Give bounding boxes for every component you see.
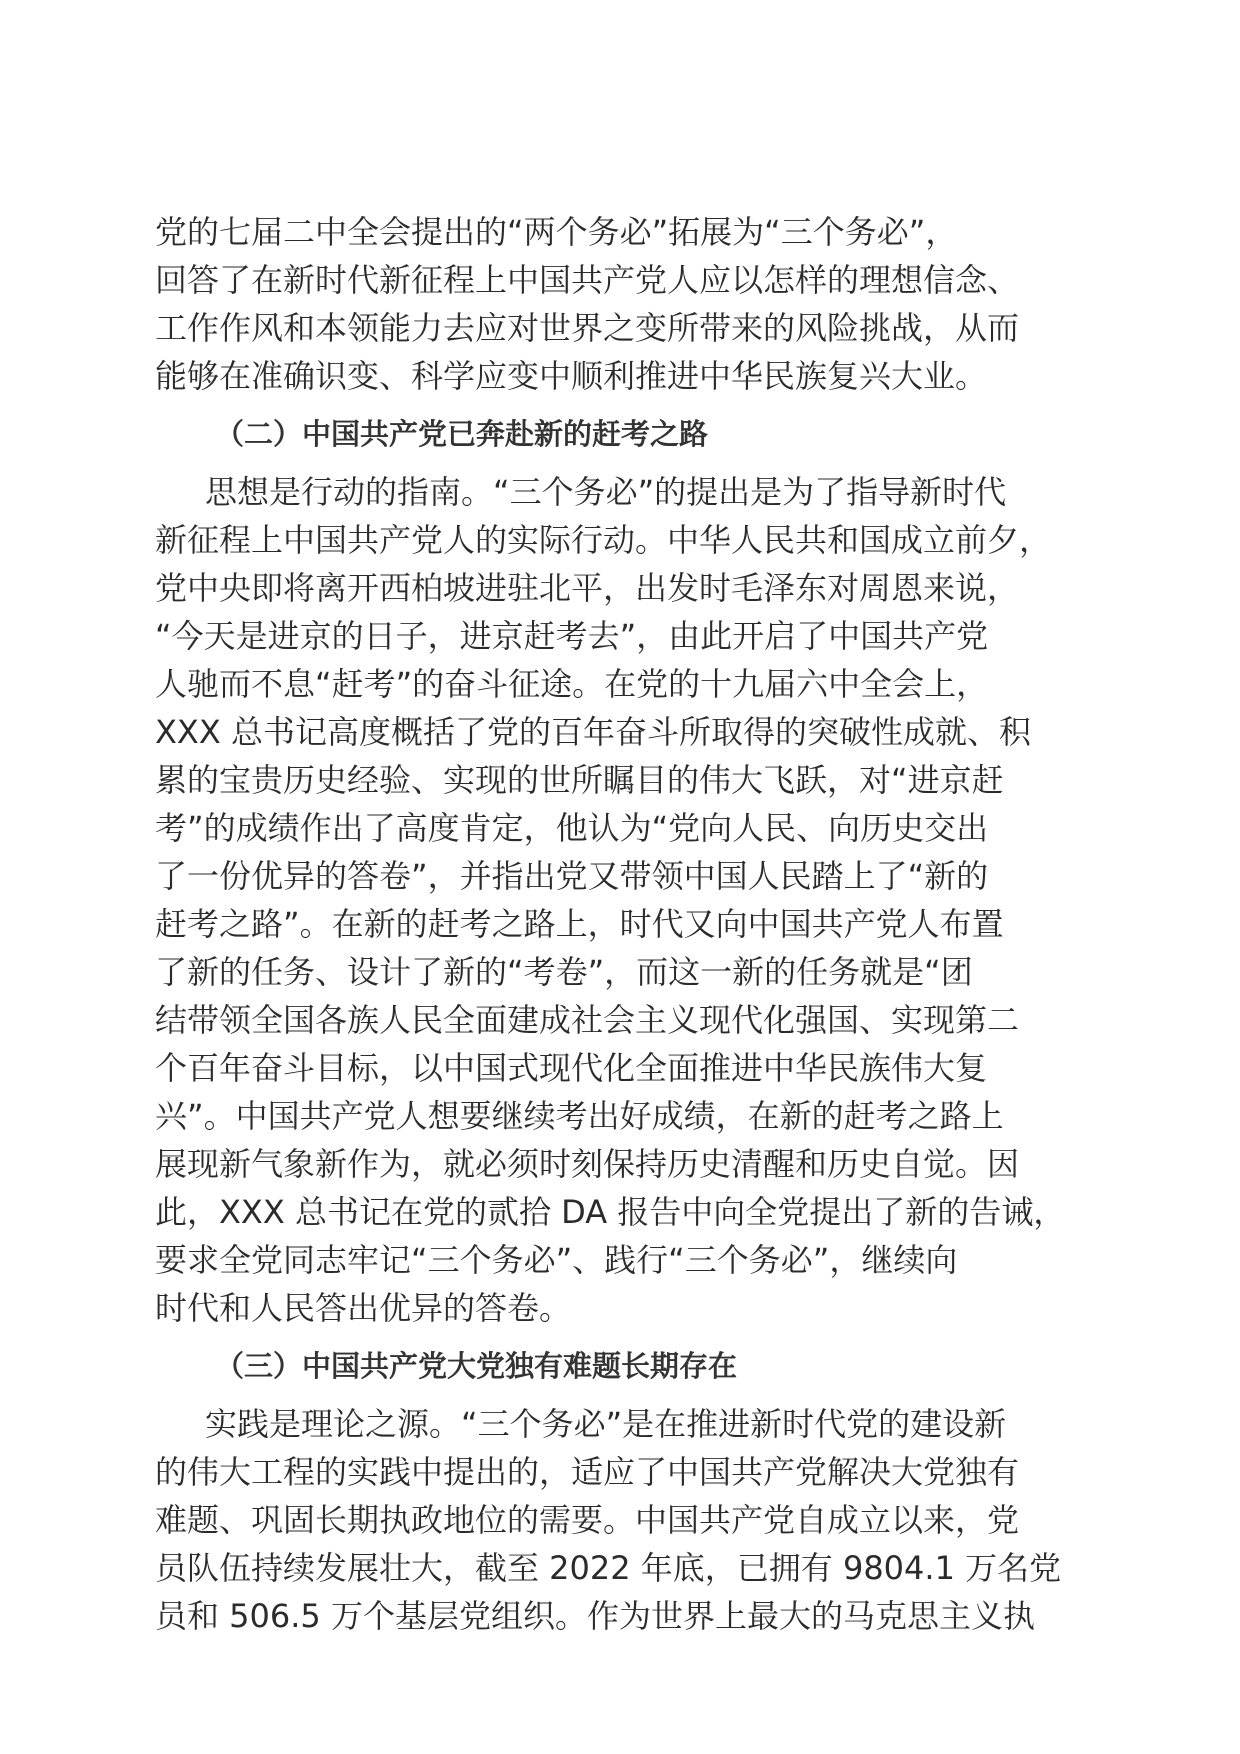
text-line: 了新的任务、设计了新的“考卷”，而这一新的任务就是“团 xyxy=(155,953,973,991)
text-line: XXX 总书记高度概括了党的百年奋斗所取得的突破性成就、积 xyxy=(155,713,1031,751)
text-line: 兴”。中国共产党人想要继续考出好成绩，在新的赶考之路上 xyxy=(155,1097,1004,1135)
text-line: 累的宝贵历史经验、实现的世所瞩目的伟大飞跃，对“进京赶 xyxy=(155,761,1004,799)
text-line: 难题、巩固长期执政地位的需要。中国共产党自成立以来，党 xyxy=(155,1501,1020,1539)
text-line: 人驰而不息“赶考”的奋斗征途。在党的十九届六中全会上， xyxy=(155,665,989,703)
text-line: 赶考之路”。在新的赶考之路上，时代又向中国共产党人布置 xyxy=(155,905,1004,943)
text-line: 了一份优异的答卷”，并指出党又带领中国人民踏上了“新的 xyxy=(155,857,989,895)
text-line: 党中央即将离开西柏坡进驻北平，出发时毛泽东对周恩来说， xyxy=(155,569,1020,607)
text-line: 时代和人民答出优异的答卷。 xyxy=(155,1289,572,1327)
text-line: 结带领全国各族人民全面建成社会主义现代化强国、实现第二 xyxy=(155,1001,1020,1039)
text-line: 实践是理论之源。“三个务必”是在推进新时代党的建设新 xyxy=(205,1405,1007,1443)
text-line: 要求全党同志牢记“三个务必”、践行“三个务必”，继续向 xyxy=(155,1241,958,1279)
text-line: 考”的成绩作出了高度肯定，他认为“党向人民、向历史交出 xyxy=(155,809,989,847)
document-body xyxy=(155,208,1085,1640)
text-line: 党的七届二中全会提出的“两个务必”拓展为“三个务必”， xyxy=(155,213,958,251)
section-heading-3: （三）中国共产党大党独有难题长期存在 xyxy=(215,1349,738,1383)
text-line: “今天是进京的日子，进京赶考去”，由此开启了中国共产党 xyxy=(155,617,989,655)
text-line: 回答了在新时代新征程上中国共产党人应以怎样的理想信念、 xyxy=(155,261,1020,299)
text-line: 个百年奋斗目标，以中国式现代化全面推进中华民族伟大复 xyxy=(155,1049,988,1087)
intro-paragraph xyxy=(155,208,1085,400)
text-line: 员和 506.5 万个基层党组织。作为世界上最大的马克思主义执 xyxy=(155,1597,1035,1635)
section-2-paragraph xyxy=(155,468,1085,1332)
text-line: 新征程上中国共产党人的实际行动。中华人民共和国成立前夕， xyxy=(155,521,1052,559)
text-line: 工作作风和本领能力去应对世界之变所带来的风险挑战，从而 xyxy=(155,309,1020,347)
text-line: 此，XXX 总书记在党的贰拾 DA 报告中向全党提出了新的告诫， xyxy=(155,1193,1066,1231)
text-line: 能够在准确识变、科学应变中顺利推进中华民族复兴大业。 xyxy=(155,357,988,395)
text-line: 展现新气象新作为，就必须时刻保持历史清醒和历史自觉。因 xyxy=(155,1145,1020,1183)
text-line: 员队伍持续发展壮大，截至 2022 年底，已拥有 9804.1 万名党 xyxy=(155,1549,1062,1587)
text-line: 的伟大工程的实践中提出的，适应了中国共产党解决大党独有 xyxy=(155,1453,1020,1491)
section-3-paragraph xyxy=(155,1400,1085,1640)
section-heading-2: （二）中国共产党已奔赴新的赶考之路 xyxy=(215,417,709,451)
text-line: 思想是行动的指南。“三个务必”的提出是为了指导新时代 xyxy=(205,473,1007,511)
